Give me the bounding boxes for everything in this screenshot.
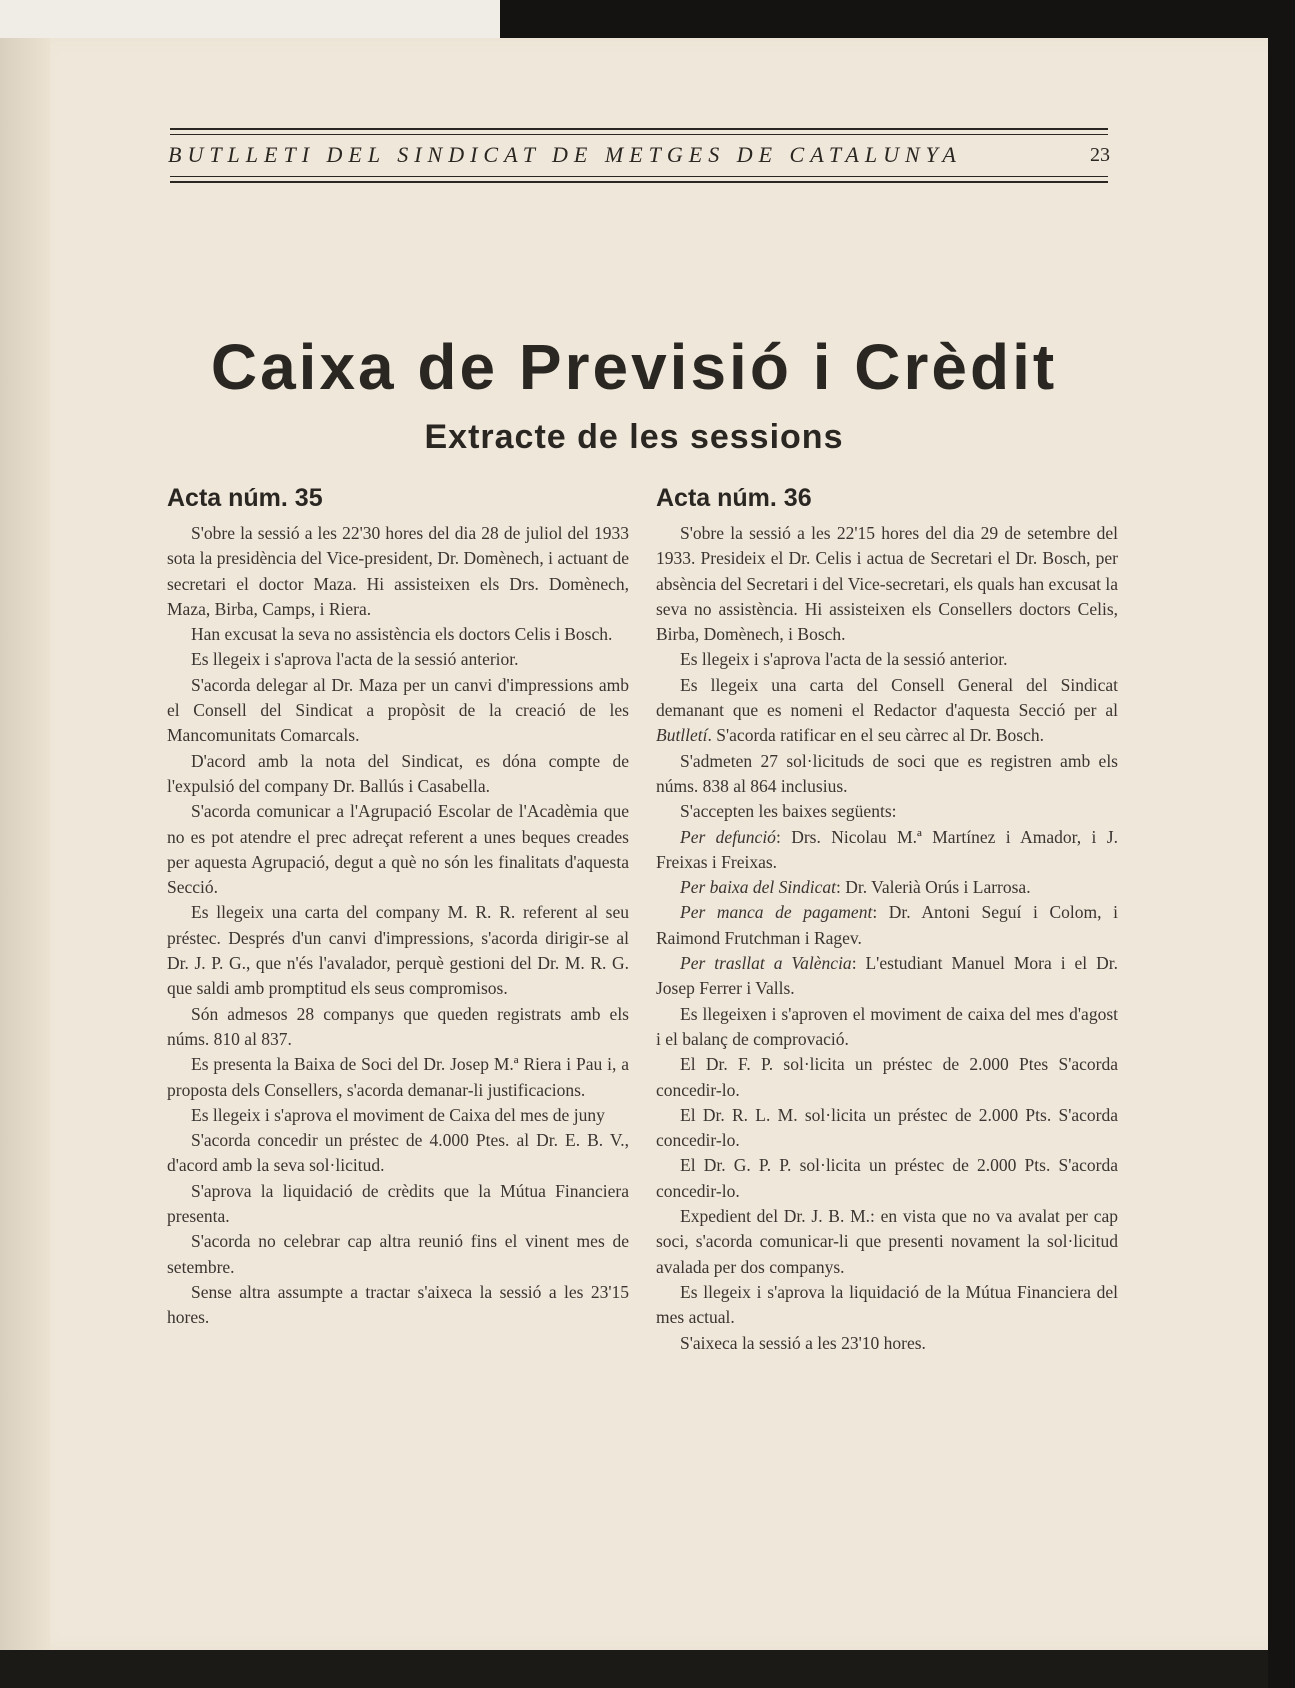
scan-border-dark <box>500 0 1295 38</box>
left-paragraph: S'acorda comunicar a l'Agrupació Escolar de l'Acadèmia que no es pot atendre el prec adreçat referent a unes beques creades per aquesta Agrupació, degut a què no són les finalitats d'aquesta Secció. <box>167 801 629 898</box>
page-gutter <box>0 38 50 1650</box>
right-heading: Acta núm. 36 <box>656 484 812 512</box>
header-rule-top <box>170 128 1108 130</box>
right-text: Es llegeix una carta del Consell General del Sindicat demanant que es nomeni el Redactor d'aquesta Secció per al <box>656 674 1118 721</box>
left-paragraph: S'acorda delegar al Dr. Maza per un canvi d'impressions amb el Consell del Sindicat a propòsit de la creació de les Mancomunitats Comarcals. <box>167 674 629 746</box>
scan-border-right <box>1268 0 1295 1688</box>
header-rule-bottom-thin <box>170 176 1108 177</box>
left-paragraph: Sense altra assumpte a tractar s'aixeca la sessió a les 23'15 hores. <box>167 1281 629 1328</box>
right-paragraph: S'admeten 27 sol·licituds de soci que es registren amb els núms. 838 al 864 inclusius. <box>656 750 1118 796</box>
publication-name: Butlletí <box>656 725 708 746</box>
left-paragraph: S'obre la sessió a les 22'30 hores del dia 28 de juliol del 1933 sota la presidència del Vice-president, Dr. Domènech, i actuant de secretari el doctor Maza. Hi assisteixen els Drs. Domènech, Maza, Birba, Camps, i Riera. <box>167 523 629 619</box>
left-paragraph: S'acorda concedir un préstec de 4.000 Ptes. al Dr. E. B. V., d'acord amb la seva sol·licitud. <box>167 1130 629 1176</box>
right-paragraph: Es llegeix i s'aprova l'acta de la sessió anterior. <box>680 649 1008 670</box>
header-rule-bottom <box>170 181 1108 183</box>
removal-entry <box>656 875 1118 900</box>
left-paragraph: S'acorda no celebrar cap altra reunió fins el vinent mes de setembre. <box>167 1231 629 1277</box>
page-subtitle: Extracte de les sessions <box>424 418 844 456</box>
removal-reason: Per trasllat a València <box>680 953 852 974</box>
removal-names: : L'estudiant Manuel Mora i el Dr. Josep Ferrer i Valls. <box>656 953 1118 999</box>
right-paragraph: Es llegeix i s'aprova la liquidació de la Mútua Financiera del mes actual. <box>656 1281 1118 1328</box>
right-paragraph: S'obre la sessió a les 22'15 hores del dia 29 de setembre del 1933. Presideix el Dr. Celis i actua de Secretari el Dr. Bosch, per absència del Secretari i del Vice-secretari, els quals han excusat la seva no assistència. Hi assisteixen els Consellers doctors Celis, Birba, Domènech, i Bosch. <box>656 523 1118 645</box>
right-paragraph: Expedient del Dr. J. B. M.: en vista que no va avalat per cap soci, s'acorda comunicar-li que presenti novament la sol·licitud avalada per dos companys. <box>656 1206 1118 1277</box>
removal-reason: Per manca de pagament <box>680 902 873 923</box>
left-paragraph: Han excusat la seva no assistència els doctors Celis i Bosch. <box>191 624 613 645</box>
left-paragraph: S'aprova la liquidació de crèdits que la Mútua Financiera presenta. <box>167 1180 629 1227</box>
right-paragraph: S'accepten les baixes següents: <box>680 801 897 822</box>
right-text: . S'acorda ratificar en el seu càrrec al Dr. Bosch. <box>707 725 1044 746</box>
left-paragraph: Es llegeix i s'aprova el moviment de Caixa del mes de juny <box>191 1104 605 1125</box>
removal-names: : Dr. Valerià Orús i Larrosa. <box>836 877 1031 898</box>
right-paragraph: El Dr. R. L. M. sol·licita un préstec de 2.000 Pts. S'acorda concedir-lo. <box>656 1104 1118 1151</box>
left-paragraph: Es llegeix i s'aprova l'acta de la sessió anterior. <box>191 649 519 670</box>
removal-entry <box>656 900 1118 951</box>
left-paragraph: Són admesos 28 companys que queden registrats amb els núms. 810 al 837. <box>167 1003 629 1049</box>
removal-entry <box>656 825 1118 876</box>
running-head <box>168 140 1110 170</box>
left-column <box>167 484 629 1331</box>
right-paragraph: El Dr. F. P. sol·licita un préstec de 2.000 Ptes S'acorda concedir-lo. <box>656 1054 1118 1100</box>
running-title: BUTLLETI DEL SINDICAT DE METGES DE CATALUNYA <box>168 142 962 167</box>
right-paragraph: El Dr. G. P. P. sol·licita un préstec de 2.000 Pts. S'acorda concedir-lo. <box>656 1155 1118 1201</box>
page-title: Caixa de Previsió i Crèdit <box>210 331 1058 403</box>
left-paragraph: D'acord amb la nota del Sindicat, es dóna compte de l'expulsió del company Dr. Ballús i Casabella. <box>167 750 629 796</box>
removal-names: : Dr. Antoni Seguí i Colom, i Raimond Frutchman i Ragev. <box>656 902 1118 948</box>
removal-names: : Drs. Nicolau M.ª Martínez i Amador, i J. Freixas i Freixas. <box>656 826 1118 872</box>
right-column <box>656 484 1118 1356</box>
page-number: 23 <box>1090 143 1110 166</box>
right-paragraph <box>656 673 1118 749</box>
header-rule-top-thin <box>170 134 1108 135</box>
left-paragraph: Es llegeix una carta del company M. R. R. referent al seu préstec. Després d'un canvi d'impressions, s'acorda dirigir-se al Dr. J. P. G., que n'és l'avalador, perquè gestioni del Dr. M. R. G. que saldi amb promptitud els seus compromisos. <box>167 902 629 999</box>
right-paragraph: S'aixeca la sessió a les 23'10 hores. <box>680 1332 926 1353</box>
removal-reason: Per defunció <box>680 826 776 847</box>
right-paragraph: Es llegeixen i s'aproven el moviment de caixa del mes d'agost i el balanç de comprovació. <box>656 1003 1118 1049</box>
removal-entry <box>656 951 1118 1002</box>
left-heading: Acta núm. 35 <box>167 484 323 512</box>
removal-reason: Per baixa del Sindicat <box>680 877 837 898</box>
left-paragraph: Es presenta la Baixa de Soci del Dr. Josep M.ª Riera i Pau i, a proposta dels Consellers, s'acorda demanar-li justificacions. <box>167 1054 629 1100</box>
